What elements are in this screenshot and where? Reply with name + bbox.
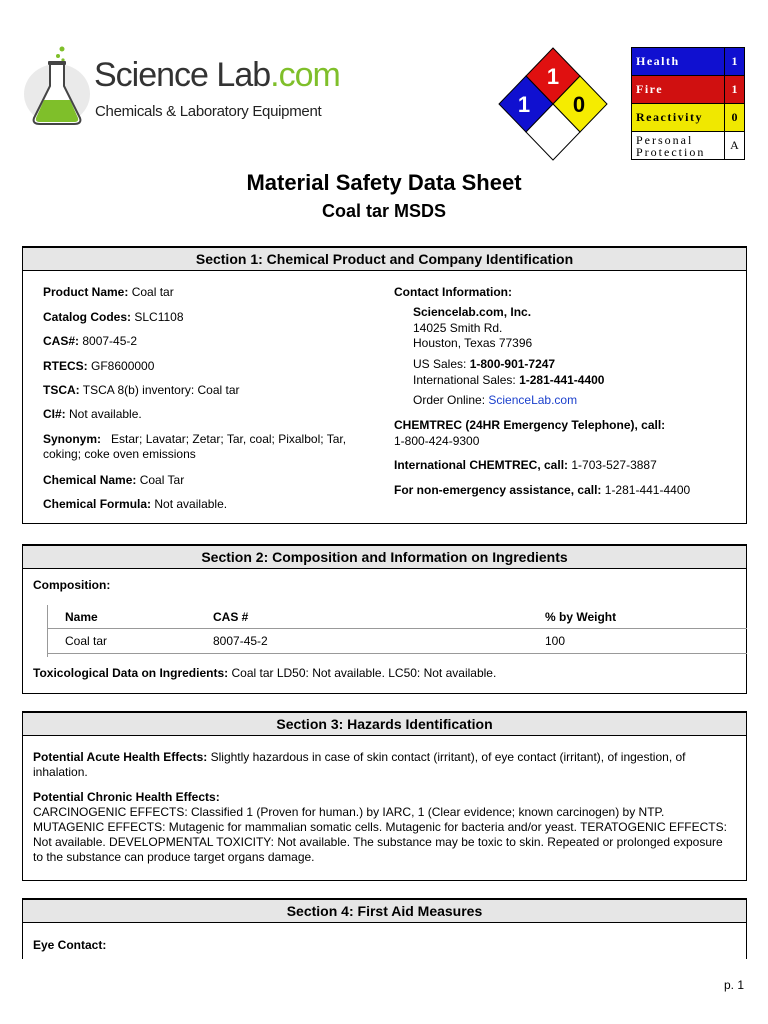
chemtrec-label: CHEMTREC (24HR Emergency Telephone), call: — [394, 418, 666, 432]
contact-info-label: Contact Information: — [394, 285, 512, 299]
nfpa-fire-value: 1 — [546, 64, 560, 89]
eye-contact-label: Eye Contact: — [33, 938, 107, 952]
company-name: Sciencelab.com, Inc. — [413, 305, 532, 319]
sciencelab-logo — [22, 46, 340, 132]
nfpa-reactivity-value: 0 — [572, 92, 586, 117]
catalog-codes-row: Catalog Codes: SLC1108 — [43, 310, 184, 324]
flask-icon — [22, 46, 92, 132]
ci-row: CI#: Not available. — [43, 407, 142, 421]
table-cell-name: Coal tar — [65, 634, 108, 648]
cas-row: CAS#: 8007-45-2 — [43, 334, 138, 348]
hmis-rating-table — [631, 47, 745, 160]
logo-brand: Science Lab.com — [94, 56, 340, 94]
hmis-protection-label: Personal Protection — [632, 132, 725, 160]
hmis-fire-label: Fire — [632, 76, 725, 104]
hmis-fire-value: 1 — [725, 76, 745, 104]
acute-effects-paragraph: Potential Acute Health Effects: Slightly hazardous in case of skin contact (irritant), of eye contact (irritant), of ingestion, of inhalation. — [33, 750, 686, 779]
section-3 — [22, 711, 747, 881]
column-header-cas: CAS # — [213, 610, 249, 624]
order-online-row: Order Online: ScienceLab.com — [413, 393, 578, 407]
chemical-formula-row: Chemical Formula: Not available. — [43, 497, 228, 511]
hmis-health-label: Health — [632, 48, 725, 76]
section-2 — [22, 544, 747, 694]
section-1-heading: Section 1: Chemical Product and Company Identification — [23, 246, 746, 271]
us-sales-row: US Sales: 1-800-901-7247 — [413, 357, 556, 371]
intl-sales-row: International Sales: 1-281-441-4400 — [413, 373, 605, 387]
chronic-effects-paragraph: Potential Chronic Health Effects: CARCINOGENIC EFFECTS: Classified 1 (Proven for human.) by IARC, 1 (Clear evidence; known carcinogen) by NTP. MUTAGENIC EFFECTS: Mutagenic for mammalian somatic cells. Mutagenic for bacteria and/or yeast. TERATOGENIC EFFECTS: Not available. DEVELOPMENTAL TOXICITY: Not available. The substance may be toxic to skin. Repeated or prolonged exposure to the substance can produce target organs damage. — [33, 790, 727, 864]
section-3-heading: Section 3: Hazards Identification — [23, 711, 746, 736]
section-2-heading: Section 2: Composition and Information on Ingredients — [23, 544, 746, 569]
table-cell-weight: 100 — [545, 634, 566, 648]
table-cell-cas: 8007-45-2 — [213, 634, 268, 648]
tsca-row: TSCA: TSCA 8(b) inventory: Coal tar — [43, 383, 240, 397]
section-1 — [22, 246, 747, 524]
non-emergency-row: For non-emergency assistance, call: 1-281-441-4400 — [394, 483, 691, 497]
logo-tagline: Chemicals & Laboratory Equipment — [95, 103, 322, 120]
section-4-heading: Section 4: First Aid Measures — [23, 898, 746, 923]
toxicological-data-row: Toxicological Data on Ingredients: Coal tar LD50: Not available. LC50: Not available. — [33, 666, 497, 680]
rtecs-row: RTECS: GF8600000 — [43, 359, 155, 373]
order-online-link[interactable]: ScienceLab.com — [488, 393, 578, 407]
hmis-reactivity-label: Reactivity — [632, 104, 725, 132]
page-subtitle: Coal tar MSDS — [321, 201, 447, 221]
hmis-health-value: 1 — [725, 48, 745, 76]
column-header-weight: % by Weight — [545, 610, 617, 624]
company-address-1: 14025 Smith Rd. — [413, 321, 503, 335]
intl-chemtrec-row: International CHEMTREC, call: 1-703-527-3887 — [394, 458, 657, 472]
hmis-reactivity-value: 0 — [725, 104, 745, 132]
nfpa-diamond — [497, 46, 609, 164]
hmis-protection-value: A — [725, 132, 745, 160]
page-number: p. 1 — [723, 978, 744, 992]
page-title: Material Safety Data Sheet — [246, 170, 522, 195]
composition-label: Composition: — [33, 578, 111, 592]
chemtrec-number: 1-800-424-9300 — [394, 434, 480, 448]
column-header-name: Name — [65, 610, 98, 624]
chemical-name-row: Chemical Name: Coal Tar — [43, 473, 185, 487]
company-address-2: Houston, Texas 77396 — [413, 336, 533, 350]
section-4 — [22, 898, 747, 959]
nfpa-health-value: 1 — [517, 92, 531, 117]
product-name-row: Product Name: Coal tar — [43, 285, 174, 299]
synonym-row: Synonym: Estar; Lavatar; Zetar; Tar, coal; Pixalbol; Tar, coking; coke oven emissions — [43, 432, 347, 461]
